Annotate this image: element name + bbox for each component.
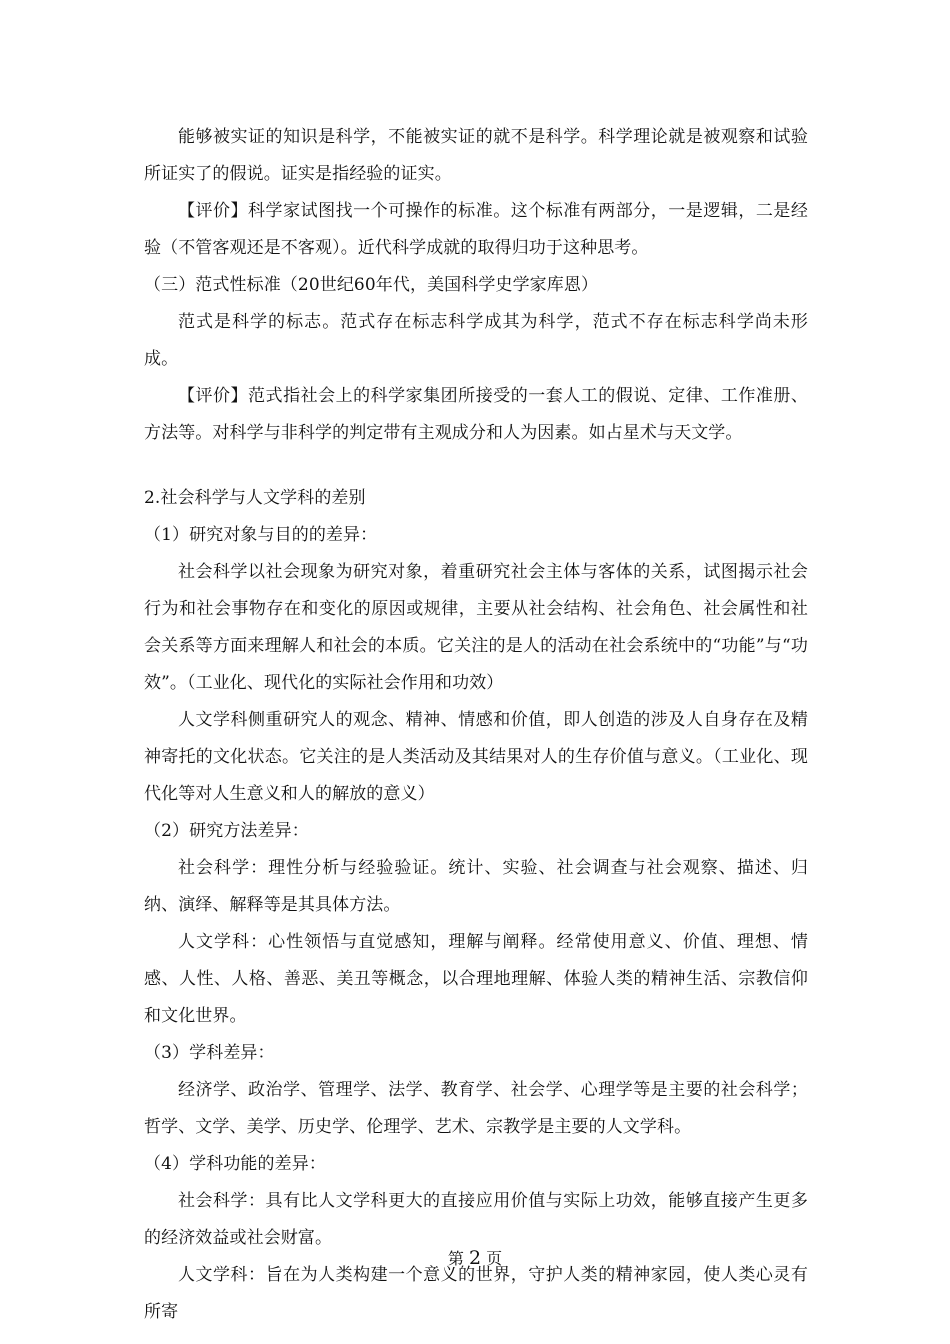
- paragraph: 人文学科侧重研究人的观念、精神、情感和价值，即人创造的涉及人自身存在及精神寄托的文化状态。它关注的是人类活动及其结果对人的生存价值与意义。（工业化、现代化等对人生意义和人的解放的意义）: [144, 710, 808, 804]
- paragraph: 经济学、政治学、管理学、法学、教育学、社会学、心理学等是主要的社会科学；哲学、文学、美学、历史学、伦理学、艺术、宗教学是主要的人文学科。: [144, 1080, 808, 1137]
- paragraph: 范式是科学的标志。范式存在标志科学成其为科学，范式不存在标志科学尚未形成。: [144, 312, 808, 369]
- subheading: （3）学科差异：: [144, 1043, 275, 1063]
- page-number: 2: [468, 1247, 482, 1269]
- paragraph: 社会科学：具有比人文学科更大的直接应用价值与实际上功效，能够直接产生更多的经济效益或社会财富。: [144, 1191, 808, 1248]
- footer-prefix: 第: [447, 1249, 464, 1268]
- paragraph: 社会科学以社会现象为研究对象，着重研究社会主体与客体的关系，试图揭示社会行为和社会事物存在和变化的原因或规律，主要从社会结构、社会角色、社会属性和社会关系等方面来理解人和社会的本质。它关注的是人的活动在社会系统中的“功能”与“功效”。（工业化、现代化的实际社会作用和功效）: [144, 562, 808, 693]
- paragraph: 【评价】科学家试图找一个可操作的标准。这个标准有两部分，一是逻辑，二是经验（不管客观还是不客观）。近代科学成就的取得归功于这种思考。: [144, 201, 808, 258]
- subheading: （2）研究方法差异：: [144, 821, 309, 841]
- section-heading: 2.社会科学与人文学科的差别: [144, 488, 366, 508]
- subheading: （4）学科功能的差异：: [144, 1154, 326, 1174]
- page-footer: [0, 1246, 950, 1271]
- paragraph: 社会科学：理性分析与经验验证。统计、实验、社会调查与社会观察、描述、归纳、演绎、解释等是其具体方法。: [144, 858, 808, 915]
- paragraph-group-bottom: [144, 480, 808, 1331]
- paragraph: 人文学科：旨在为人类构建一个意义的世界，守护人类的精神家园，使人类心灵有所寄: [144, 1265, 808, 1322]
- footer-suffix: 页: [486, 1249, 503, 1268]
- paragraph-group-top: [144, 119, 808, 452]
- paragraph: 【评价】范式指社会上的科学家集团所接受的一套人工的假说、定律、工作准册、方法等。对科学与非科学的判定带有主观成分和人为因素。如占星术与天文学。: [144, 386, 808, 443]
- subheading: （1）研究对象与目的的差异：: [144, 525, 378, 545]
- document-body: [144, 119, 808, 1331]
- paragraph: 人文学科：心性领悟与直觉感知，理解与阐释。经常使用意义、价值、理想、情感、人性、人格、善恶、美丑等概念，以合理地理解、体验人类的精神生活、宗教信仰和文化世界。: [144, 932, 808, 1026]
- subheading: （三）范式性标准（20世纪60年代，美国科学史学家库恩）: [144, 275, 599, 295]
- paragraph: 能够被实证的知识是科学，不能被实证的就不是科学。科学理论就是被观察和试验所证实了的假说。证实是指经验的证实。: [144, 127, 808, 184]
- section-gap: [144, 452, 808, 480]
